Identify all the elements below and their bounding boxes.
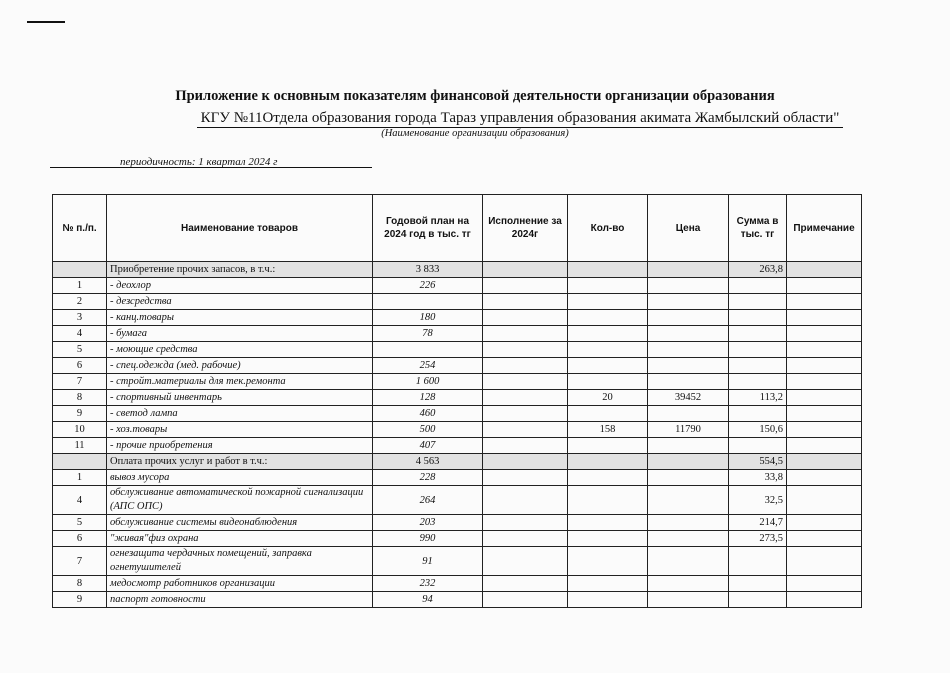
cell-note [787,438,862,454]
cell-qty: 158 [568,422,648,438]
cell-num: 4 [53,486,107,515]
cell-name: - моющие средства [107,342,373,358]
cell-sum [729,278,787,294]
cell-name: - светод лампа [107,406,373,422]
cell-exec [483,310,568,326]
table-row [53,486,862,515]
cell-name: паспорт готовности [107,592,373,608]
cell-qty [568,406,648,422]
cell-exec [483,358,568,374]
table-row [53,438,862,454]
cell-price [648,406,729,422]
cell-qty [568,454,648,470]
cell-qty [568,326,648,342]
cell-sum: 33,8 [729,470,787,486]
table-row [53,326,862,342]
cell-qty [568,310,648,326]
table-row [53,406,862,422]
cell-note [787,342,862,358]
cell-note [787,390,862,406]
cell-qty [568,358,648,374]
col-header-plan: Годовой план на 2024 год в тыс. тг [373,195,483,262]
cell-num: 4 [53,326,107,342]
cell-sum [729,294,787,310]
corner-mark [27,21,65,23]
cell-note [787,326,862,342]
cell-sum [729,310,787,326]
cell-note [787,358,862,374]
cell-note [787,454,862,470]
cell-plan: 990 [373,531,483,547]
cell-num: 1 [53,278,107,294]
table-header-row [53,195,862,262]
cell-qty: 20 [568,390,648,406]
period-label: периодичность: 1 квартал 2024 г [120,156,278,168]
cell-name: - стройт.материалы для тек.ремонта [107,374,373,390]
col-header-name: Наименование товаров [107,195,373,262]
cell-exec [483,547,568,576]
cell-qty [568,576,648,592]
organization-name-text: КГУ №11Отдела образования города Тараз управления образования акимата Жамбылский области" [197,110,844,128]
cell-note [787,310,862,326]
cell-exec [483,470,568,486]
table-row [53,358,862,374]
cell-name: - бумага [107,326,373,342]
cell-name: Приобретение прочих запасов, в т.ч.: [107,262,373,278]
cell-num: 6 [53,358,107,374]
cell-sum: 150,6 [729,422,787,438]
cell-plan: 226 [373,278,483,294]
cell-num: 3 [53,310,107,326]
cell-name: - хоз.товары [107,422,373,438]
cell-sum: 32,5 [729,486,787,515]
cell-plan: 1 600 [373,374,483,390]
cell-num: 7 [53,547,107,576]
table-row [53,576,862,592]
cell-sum: 214,7 [729,515,787,531]
cell-sum: 263,8 [729,262,787,278]
cell-exec [483,422,568,438]
cell-plan: 264 [373,486,483,515]
cell-num: 1 [53,470,107,486]
cell-exec [483,515,568,531]
cell-num: 7 [53,374,107,390]
organization-caption: (Наименование организации образования) [381,128,569,139]
cell-price: 39452 [648,390,729,406]
cell-sum [729,438,787,454]
cell-num: 9 [53,406,107,422]
cell-sum [729,576,787,592]
cell-plan: 232 [373,576,483,592]
cell-name: - канц.товары [107,310,373,326]
col-header-price: Цена [648,195,729,262]
cell-plan: 128 [373,390,483,406]
cell-qty [568,592,648,608]
cell-price [648,358,729,374]
cell-price [648,470,729,486]
col-header-qty: Кол-во [568,195,648,262]
cell-num: 5 [53,342,107,358]
cell-qty [568,262,648,278]
cell-plan: 228 [373,470,483,486]
cell-exec [483,576,568,592]
cell-price [648,531,729,547]
cell-price [648,486,729,515]
cell-qty [568,531,648,547]
cell-num: 8 [53,390,107,406]
cell-plan: 4 563 [373,454,483,470]
cell-note [787,547,862,576]
cell-note [787,515,862,531]
table-row [53,278,862,294]
col-header-num: № п./п. [53,195,107,262]
cell-name: вывоз мусора [107,470,373,486]
cell-qty [568,374,648,390]
table-row [53,294,862,310]
cell-num: 9 [53,592,107,608]
cell-num: 6 [53,531,107,547]
table-body [53,262,862,608]
cell-exec [483,390,568,406]
table-row [53,390,862,406]
cell-note [787,422,862,438]
cell-name: "живая"физ охрана [107,531,373,547]
finance-table [52,194,862,608]
cell-price [648,326,729,342]
cell-sum [729,374,787,390]
cell-name: медосмотр работников организации [107,576,373,592]
cell-note [787,531,862,547]
cell-price [648,515,729,531]
cell-plan: 254 [373,358,483,374]
table-row [53,515,862,531]
cell-name: - спец.одежда (мед. рабочие) [107,358,373,374]
cell-name: Оплата прочих услуг и работ в т.ч.: [107,454,373,470]
cell-name: - спортивный инвентарь [107,390,373,406]
table-row [53,310,862,326]
cell-price [648,547,729,576]
cell-note [787,486,862,515]
cell-qty [568,294,648,310]
cell-num [53,262,107,278]
cell-exec [483,374,568,390]
cell-exec [483,438,568,454]
cell-price [648,342,729,358]
cell-plan: 91 [373,547,483,576]
cell-exec [483,592,568,608]
cell-sum: 273,5 [729,531,787,547]
cell-price [648,262,729,278]
cell-price [648,592,729,608]
cell-plan: 3 833 [373,262,483,278]
cell-qty [568,547,648,576]
cell-qty [568,515,648,531]
cell-price [648,294,729,310]
cell-sum [729,592,787,608]
cell-sum [729,342,787,358]
cell-num: 11 [53,438,107,454]
cell-plan [373,294,483,310]
table-row [53,531,862,547]
cell-price [648,310,729,326]
cell-qty [568,486,648,515]
cell-sum [729,358,787,374]
col-header-exec: Исполнение за 2024г [483,195,568,262]
cell-sum: 113,2 [729,390,787,406]
period-underline [50,167,372,168]
table-row [53,422,862,438]
cell-plan: 180 [373,310,483,326]
document-title: Приложение к основным показателям финансовой деятельности организации образования [175,88,775,104]
cell-note [787,576,862,592]
cell-price [648,278,729,294]
cell-note [787,470,862,486]
cell-sum: 554,5 [729,454,787,470]
cell-name: обслуживание системы видеонаблюдения [107,515,373,531]
col-header-note: Примечание [787,195,862,262]
cell-price [648,454,729,470]
cell-sum [729,406,787,422]
col-header-sum: Сумма в тыс. тг [729,195,787,262]
cell-exec [483,486,568,515]
cell-exec [483,406,568,422]
cell-note [787,294,862,310]
cell-num: 10 [53,422,107,438]
cell-num: 8 [53,576,107,592]
cell-exec [483,454,568,470]
cell-price [648,438,729,454]
cell-plan: 500 [373,422,483,438]
cell-plan: 407 [373,438,483,454]
table-row [53,592,862,608]
cell-name: обслуживание автоматической пожарной сигнализации (АПС ОПС) [107,486,373,515]
cell-name: - прочие приобретения [107,438,373,454]
cell-exec [483,326,568,342]
table-row [53,547,862,576]
table-row [53,374,862,390]
cell-price [648,576,729,592]
cell-exec [483,262,568,278]
cell-name: - деохлор [107,278,373,294]
cell-plan: 460 [373,406,483,422]
cell-price [648,374,729,390]
section-row [53,454,862,470]
cell-name: огнезащита чердачных помещений, заправка огнетушителей [107,547,373,576]
table-row [53,470,862,486]
cell-name: - дезсредства [107,294,373,310]
cell-plan: 94 [373,592,483,608]
cell-note [787,406,862,422]
cell-exec [483,294,568,310]
cell-plan [373,342,483,358]
cell-num: 5 [53,515,107,531]
cell-qty [568,342,648,358]
cell-note [787,374,862,390]
table-row [53,342,862,358]
cell-plan: 203 [373,515,483,531]
section-row [53,262,862,278]
cell-note [787,592,862,608]
cell-exec [483,531,568,547]
organization-name [130,110,910,128]
cell-qty [568,470,648,486]
cell-note [787,262,862,278]
cell-sum [729,326,787,342]
cell-price: 11790 [648,422,729,438]
cell-num [53,454,107,470]
cell-qty [568,438,648,454]
cell-note [787,278,862,294]
cell-plan: 78 [373,326,483,342]
cell-sum [729,547,787,576]
cell-exec [483,278,568,294]
cell-exec [483,342,568,358]
cell-num: 2 [53,294,107,310]
cell-qty [568,278,648,294]
